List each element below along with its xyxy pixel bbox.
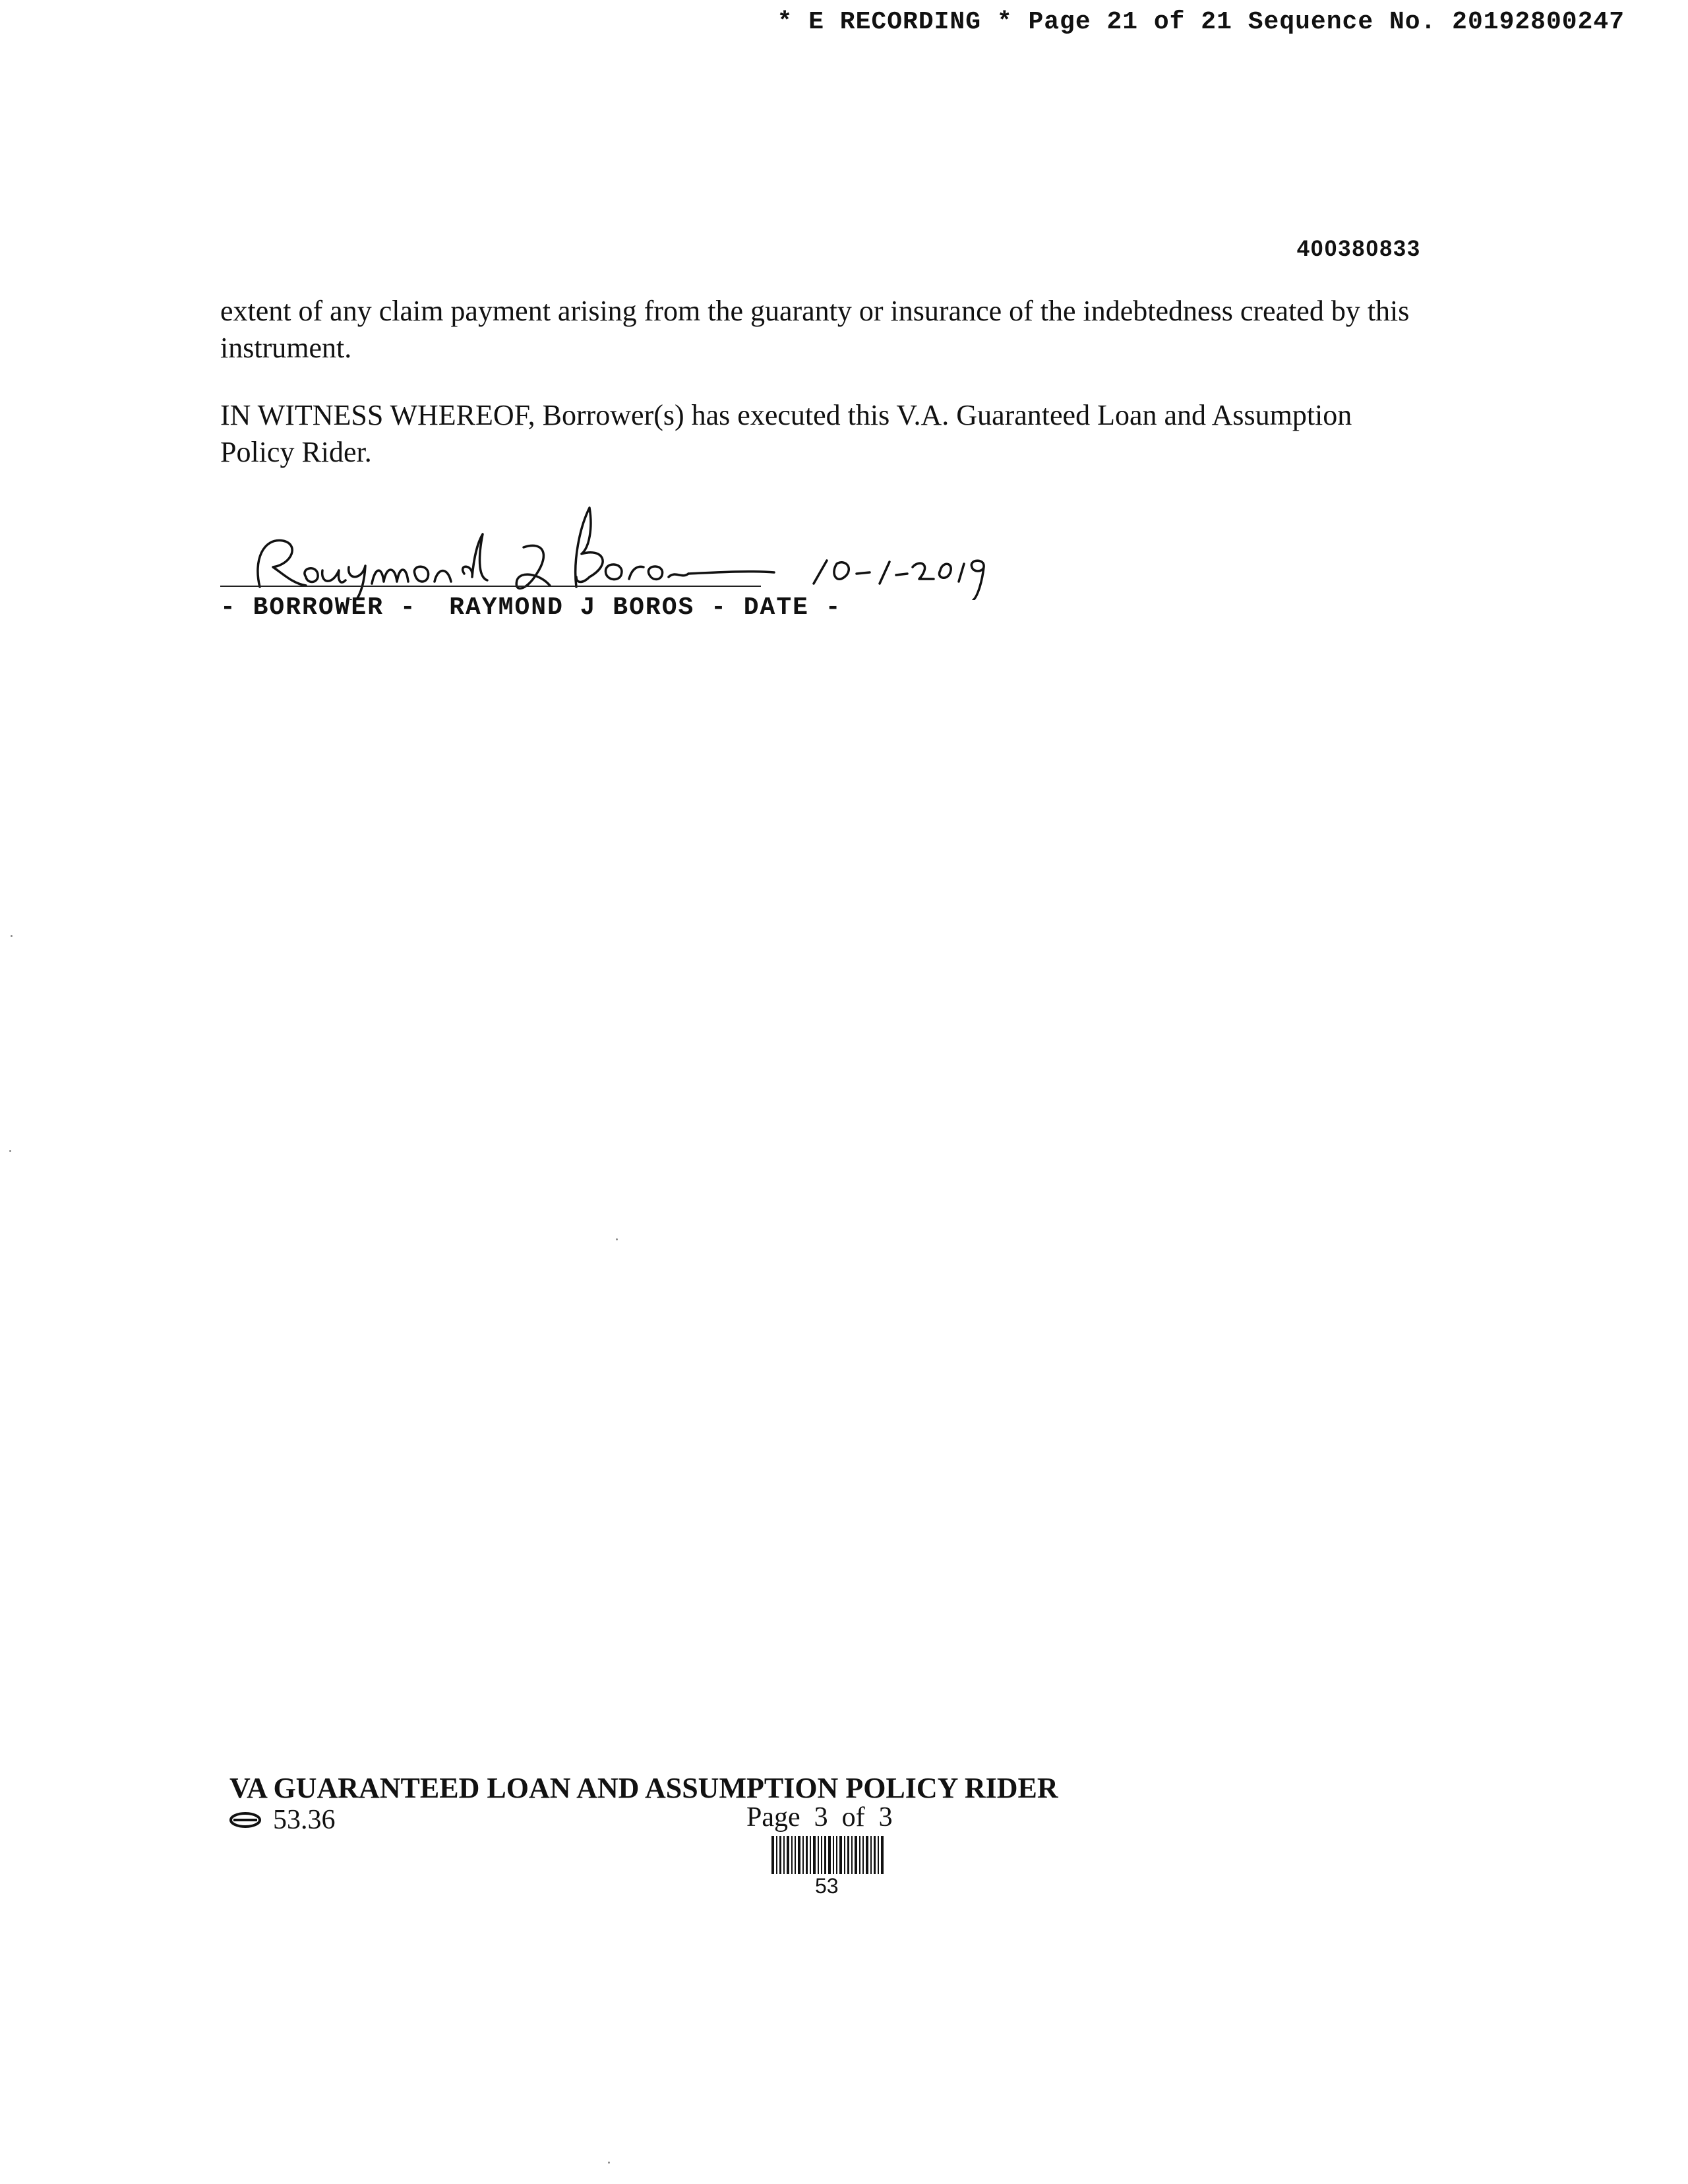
scan-speck	[608, 2162, 610, 2164]
signature-line	[220, 586, 761, 587]
page-indicator: Page 3 of 3	[746, 1802, 893, 1833]
body-paragraph-1: extent of any claim payment arising from the guaranty or insurance of the indebtedness created by this instrument.	[220, 295, 1410, 364]
body-paragraph-2: IN WITNESS WHEREOF, Borrower(s) has executed this V.A. Guaranteed Loan and Assumption Policy Rider.	[220, 399, 1352, 468]
form-title: VA GUARANTEED LOAN AND ASSUMPTION POLICY RIDER	[229, 1772, 1058, 1804]
form-number: 53.36	[273, 1805, 336, 1835]
form-logo-icon	[229, 1811, 261, 1829]
scan-speck	[11, 935, 13, 937]
recording-header: * E RECORDING * Page 21 of 21 Sequence No. 20192800247	[777, 8, 1625, 36]
signature-caption: - BORROWER - RAYMOND J BOROS - DATE -	[220, 593, 842, 622]
scan-speck	[9, 1150, 11, 1152]
scan-speck	[616, 1238, 618, 1240]
barcode-number: 53	[815, 1874, 839, 1898]
form-number-row	[229, 1804, 336, 1836]
signature-block	[220, 501, 985, 633]
barcode-icon	[771, 1836, 886, 1874]
loan-number: 400380833	[1296, 236, 1421, 261]
